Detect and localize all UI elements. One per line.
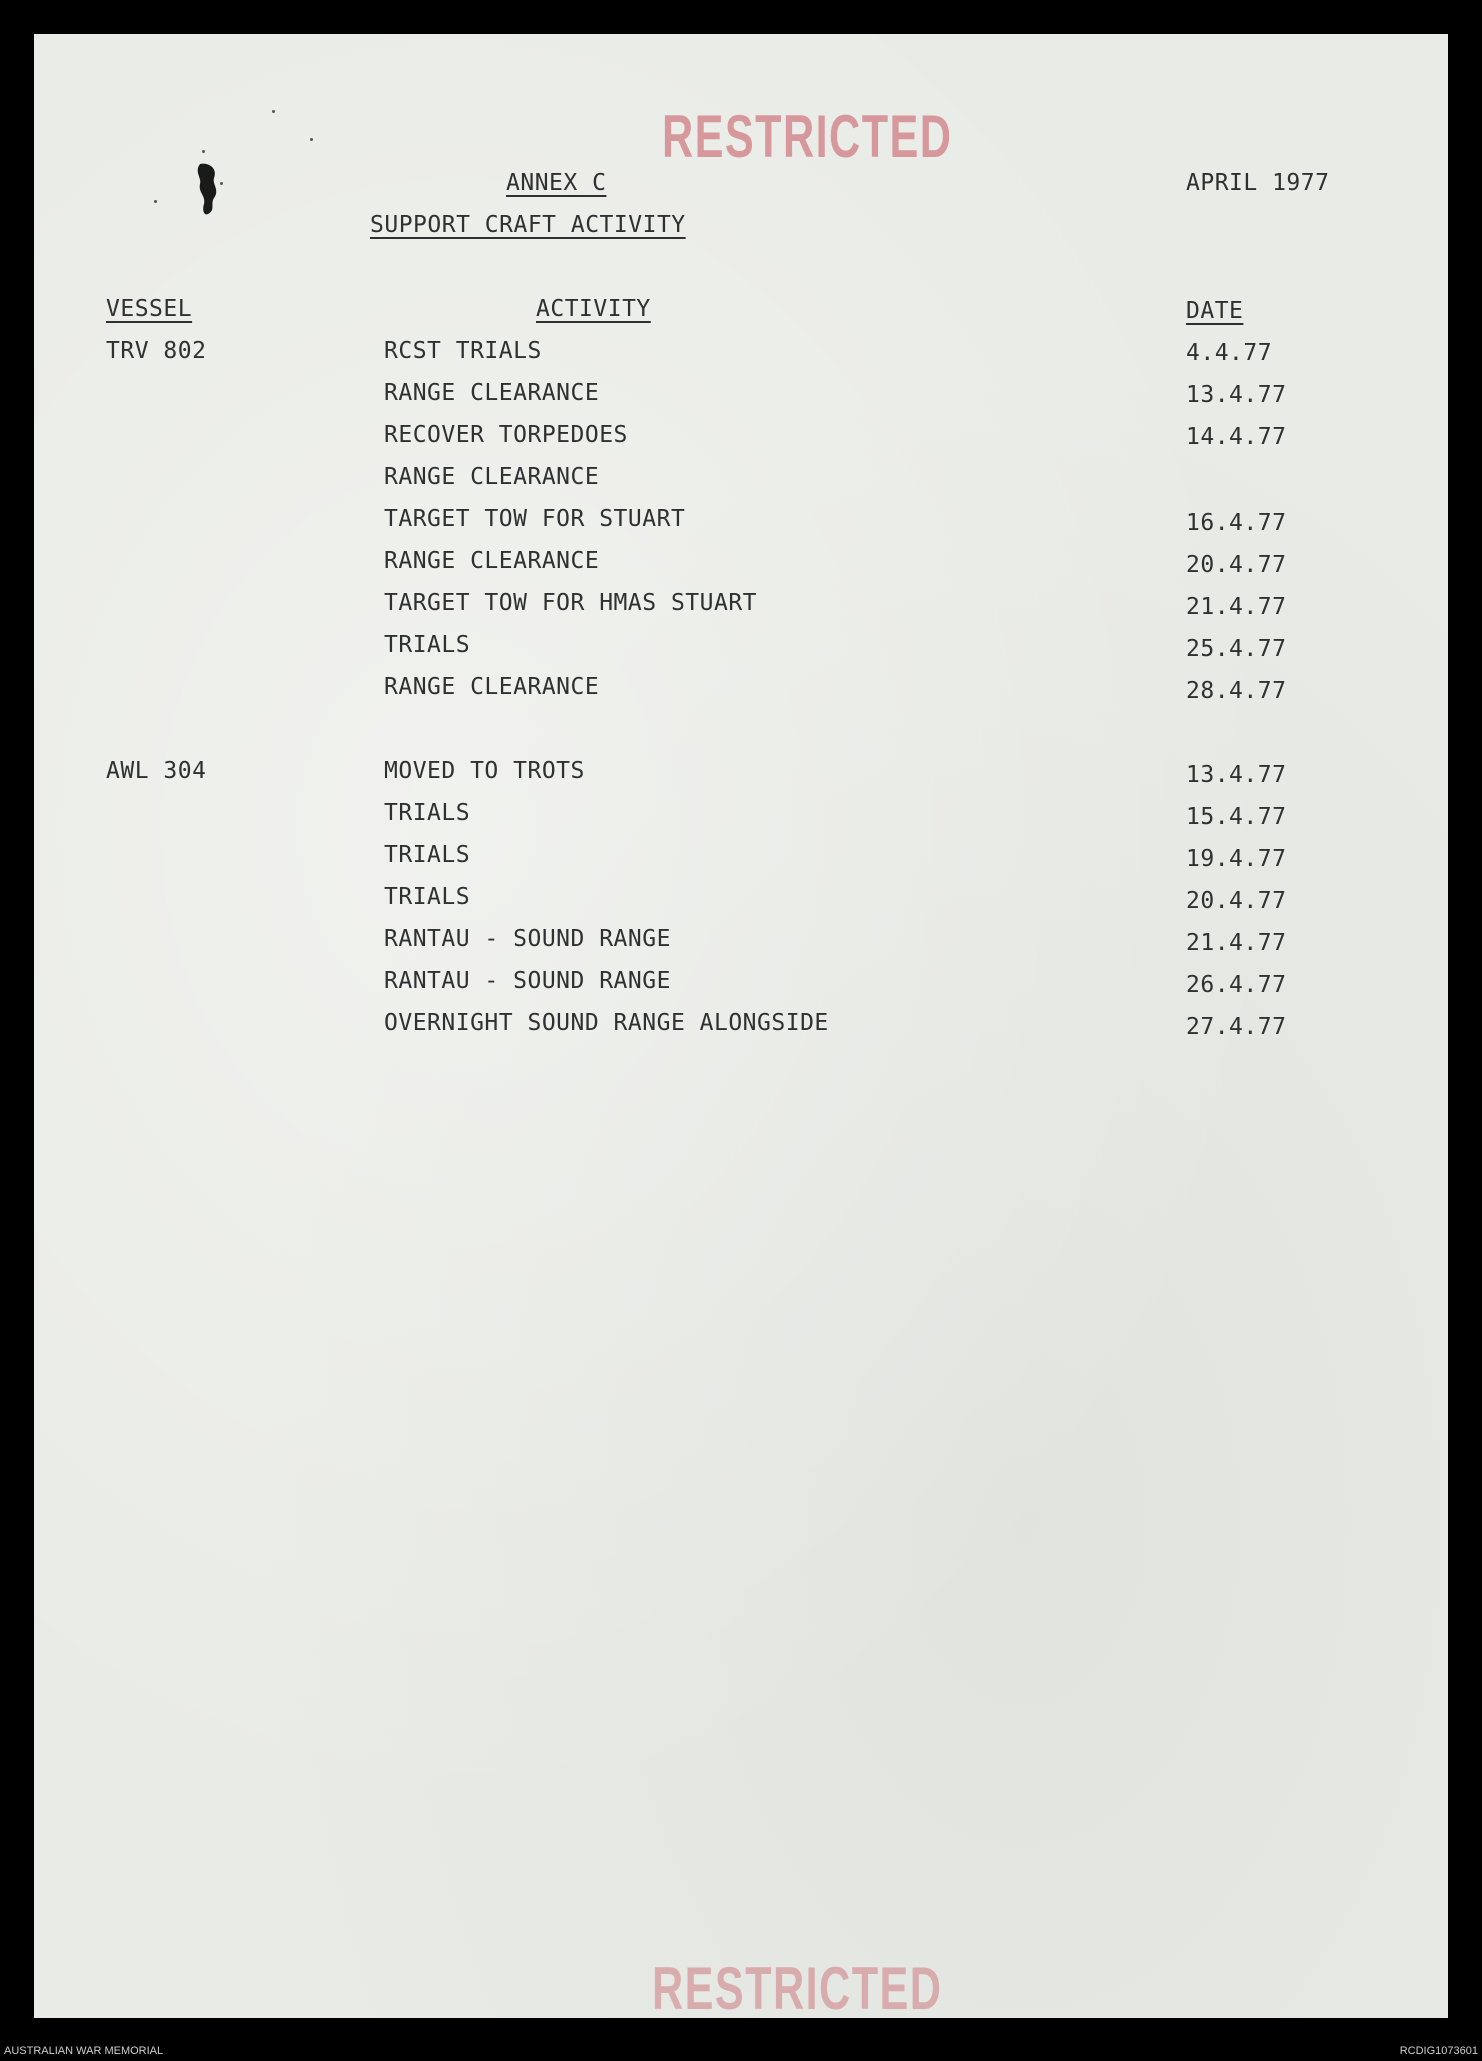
date-cell: 28.4.77	[1186, 678, 1287, 704]
date-cell: 4.4.77	[1186, 340, 1273, 366]
date-cell: 25.4.77	[1186, 636, 1287, 662]
activity-cell: MOVED TO TROTS	[384, 758, 585, 784]
annex-title: ANNEX C	[506, 170, 607, 196]
column-header-activity: ACTIVITY	[536, 296, 651, 322]
column-header-vessel: VESSEL	[106, 296, 193, 322]
date-cell: 13.4.77	[1186, 762, 1287, 788]
vessel-label: AWL 304	[106, 758, 207, 784]
date-cell: 15.4.77	[1186, 804, 1287, 830]
activity-cell: TRIALS	[384, 632, 471, 658]
paper-speck	[220, 182, 223, 185]
activity-cell: RANGE CLEARANCE	[384, 380, 600, 406]
report-date: APRIL 1977	[1186, 170, 1330, 196]
activity-cell: TRIALS	[384, 800, 471, 826]
column-header-date: DATE	[1186, 298, 1244, 324]
activity-cell: TARGET TOW FOR HMAS STUART	[384, 590, 758, 616]
date-cell: 21.4.77	[1186, 594, 1287, 620]
activity-cell: RANGE CLEARANCE	[384, 464, 600, 490]
paper-speck	[154, 200, 157, 203]
document-page	[34, 34, 1448, 2018]
date-cell: 13.4.77	[1186, 382, 1287, 408]
activity-cell: RANGE CLEARANCE	[384, 548, 600, 574]
date-cell: 21.4.77	[1186, 930, 1287, 956]
date-cell: 26.4.77	[1186, 972, 1287, 998]
footer-source: AUSTRALIAN WAR MEMORIAL	[4, 2045, 164, 2057]
vessel-label: TRV 802	[106, 338, 207, 364]
activity-cell: TRIALS	[384, 884, 471, 910]
archive-footer	[0, 2041, 1482, 2061]
date-cell: 20.4.77	[1186, 552, 1287, 578]
date-cell: 27.4.77	[1186, 1014, 1287, 1040]
activity-cell: RANGE CLEARANCE	[384, 674, 600, 700]
restricted-stamp-bottom: RESTRICTED	[652, 1955, 943, 2018]
activity-cell: TARGET TOW FOR STUART	[384, 506, 686, 532]
date-cell: 20.4.77	[1186, 888, 1287, 914]
activity-cell: OVERNIGHT SOUND RANGE ALONGSIDE	[384, 1010, 829, 1036]
footer-record-id: RCDIG1073601	[1399, 2045, 1478, 2057]
paper-speck	[272, 110, 275, 113]
restricted-stamp-top: RESTRICTED	[662, 103, 953, 170]
punch-hole-icon	[192, 162, 222, 216]
activity-cell: RANTAU - SOUND RANGE	[384, 926, 671, 952]
paper-speck	[202, 150, 205, 153]
page-title: SUPPORT CRAFT ACTIVITY	[370, 212, 686, 238]
date-cell: 19.4.77	[1186, 846, 1287, 872]
activity-cell: RCST TRIALS	[384, 338, 542, 364]
paper-speck	[310, 138, 313, 141]
activity-cell: TRIALS	[384, 842, 471, 868]
activity-cell: RANTAU - SOUND RANGE	[384, 968, 671, 994]
date-cell: 16.4.77	[1186, 510, 1287, 536]
activity-cell: RECOVER TORPEDOES	[384, 422, 628, 448]
date-cell: 14.4.77	[1186, 424, 1287, 450]
